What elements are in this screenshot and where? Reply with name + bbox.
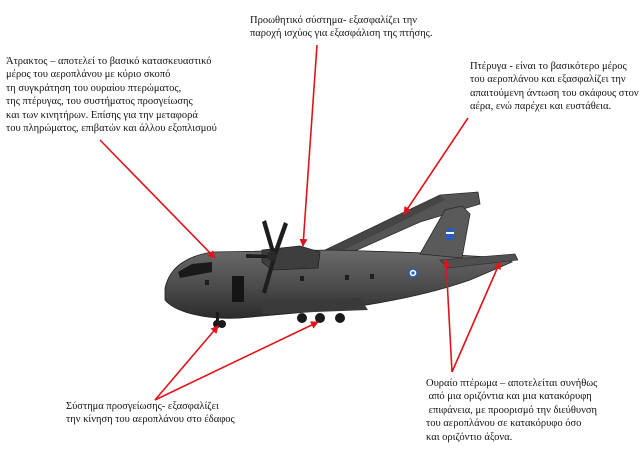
tail-label: Ουραίο πτέρωμα – αποτελείται συνήθως από μια οριζόντια και μια κατακόρυφη επιφάνεια, με προορισμό την διεύθυνση του αεροπλάνου σε κατακόρυφο όσο και οριζόντιο άξονα. [426,378,598,443]
propulsion-label: Προωθητικό σύστημα- εξασφαλίζει την παροχή ισχύος για εξασφάλιση της πτήσης. [250,15,433,40]
fuselage-door [232,276,244,302]
fuselage-arrow [100,140,215,258]
landing-gear-sponson [260,298,368,314]
landing-gear-label: Σύστημα προσγείωσης- εξασφαλίζει την κίνηση του αεροπλάνου στο έδαφος [66,401,235,426]
propulsion-arrow [303,45,317,246]
wing-label: Πτέρυγα - είναι το βασικότερο μέρος του αεροπλάνου και εξασφαλίζει την απαιτούμενη άντωση του σκάφους στον αέρα, ενώ παρέχει και ευστάθεια. [470,61,639,113]
fuselage-label: Άτρακτος – αποτελεί το βασικό κατασκευαστικό μέρος του αεροπλάνου με κύριο σκοπό τη συγκράτηση του ουραίου πτερώματος, της πτέρυγας, του συστήματος προσγείωσης και των κινητήρων. Επίσης για την μεταφορά του πληρώματος, επιβατών και άλλου εξοπλισμού [6,56,217,135]
roundel-center [411,271,414,274]
tail-flag-stripe [446,232,454,234]
military-transport-aircraft-icon [165,192,518,328]
gear-arrow-main [155,322,318,400]
gear-arrow-front [155,326,218,400]
